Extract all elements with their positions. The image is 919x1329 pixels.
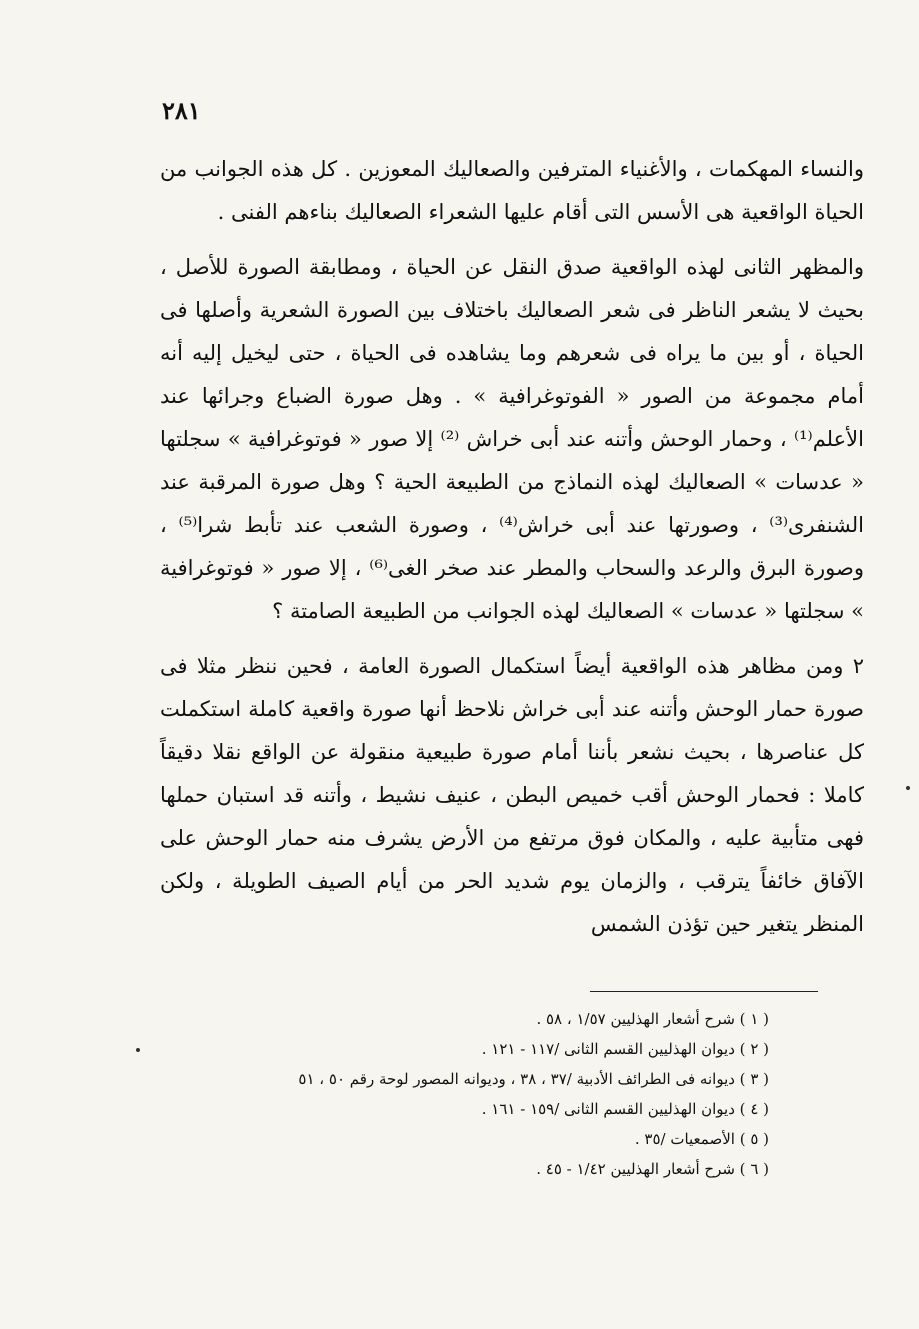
page-number: ٢٨١ xyxy=(162,96,201,125)
scan-speck xyxy=(906,786,910,790)
paragraph-1: والنساء المهكمات ، والأغنياء المترفين والصعاليك المعوزين . كل هذه الجوانب من الحياة الواقعية هى الأسس التى أقام عليها الشعراء الصعاليك بناءهم الفنى . xyxy=(160,157,864,224)
footnote-3: ( ٣ ) ديوانه فى الطرائف الأدبية /٣٧ ، ٣٨ ، وديوانه المصور لوحة رقم ٥٠ ، ٥١ xyxy=(298,1070,769,1088)
scan-speck xyxy=(136,1048,140,1052)
footnote-divider xyxy=(590,991,818,992)
paragraph-3: ٢ ومن مظاهر هذه الواقعية أيضاً استكمال الصورة العامة ، فحين ننظر مثلا فى صورة حمار الوحش وأتنه عند أبى خراش نلاحظ أنها صورة واقعية كاملة استكملت كل عناصرها ، بحيث نشعر بأننا أمام صورة طبيعية منقولة عن الواقع نقلا دقيقاً كاملا : فحمار الوحش أقب خميص البطن ، عنيف نشيط ، وأتنه قد استبان حملها فهى متأبية عليه ، والمكان فوق مرتفع من الأرض يشرف منه حمار الوحش على الآفاق خائفاً يترقب ، والزمان يوم شديد الحر من أيام الصيف الطويلة ، ولكن المنظر يتغير حين تؤذن الشمس xyxy=(160,654,864,936)
paragraph-2: والمظهر الثانى لهذه الواقعية صدق النقل عن الحياة ، ومطابقة الصورة للأصل ، بحيث لا يشعر الناظر فى شعر الصعاليك باختلاف بين الصورة الشعرية وأصلها فى الحياة ، أو بين ما يراه فى شعرهم وما يشاهده فى الحياة ، حتى ليخيل إليه أنه أمام مجموعة من الصور « الفوتوغرافية » . وهل صورة الضباع وجرائها عند الأعلم⁽¹⁾ ، وحمار الوحش وأتنه عند أبى خراش ⁽²⁾ إلا صور « فوتوغرافية » سجلتها « عدسات » الصعاليك لهذه النماذج من الطبيعة الحية ؟ وهل صورة المرقبة عند الشنفرى⁽³⁾ ، وصورتها عند أبى خراش⁽⁴⁾ ، وصورة الشعب عند تأبط شرا⁽⁵⁾ ، وصورة البرق والرعد والسحاب والمطر عند صخر الغى⁽⁶⁾ ، إلا صور « فوتوغرافية » سجلتها « عدسات » الصعاليك لهذه الجوانب من الطبيعة الصامتة ؟ xyxy=(160,255,864,623)
footnote-1: ( ١ ) شرح أشعار الهذليين ١/٥٧ ، ٥٨ . xyxy=(536,1010,769,1028)
footnote-6: ( ٦ ) شرح أشعار الهذليين ١/٤٢ - ٤٥ . xyxy=(536,1160,769,1178)
footnotes xyxy=(129,1004,769,1184)
footnote-5: ( ٥ ) الأصمعيات /٣٥ . xyxy=(634,1130,769,1148)
main-text xyxy=(160,148,864,946)
footnote-4: ( ٤ ) ديوان الهذليين القسم الثانى /١٥٩ - ١٦١ . xyxy=(481,1100,769,1118)
footnote-2: ( ٢ ) ديوان الهذليين القسم الثانى /١١٧ - ١٢١ . xyxy=(481,1040,769,1058)
